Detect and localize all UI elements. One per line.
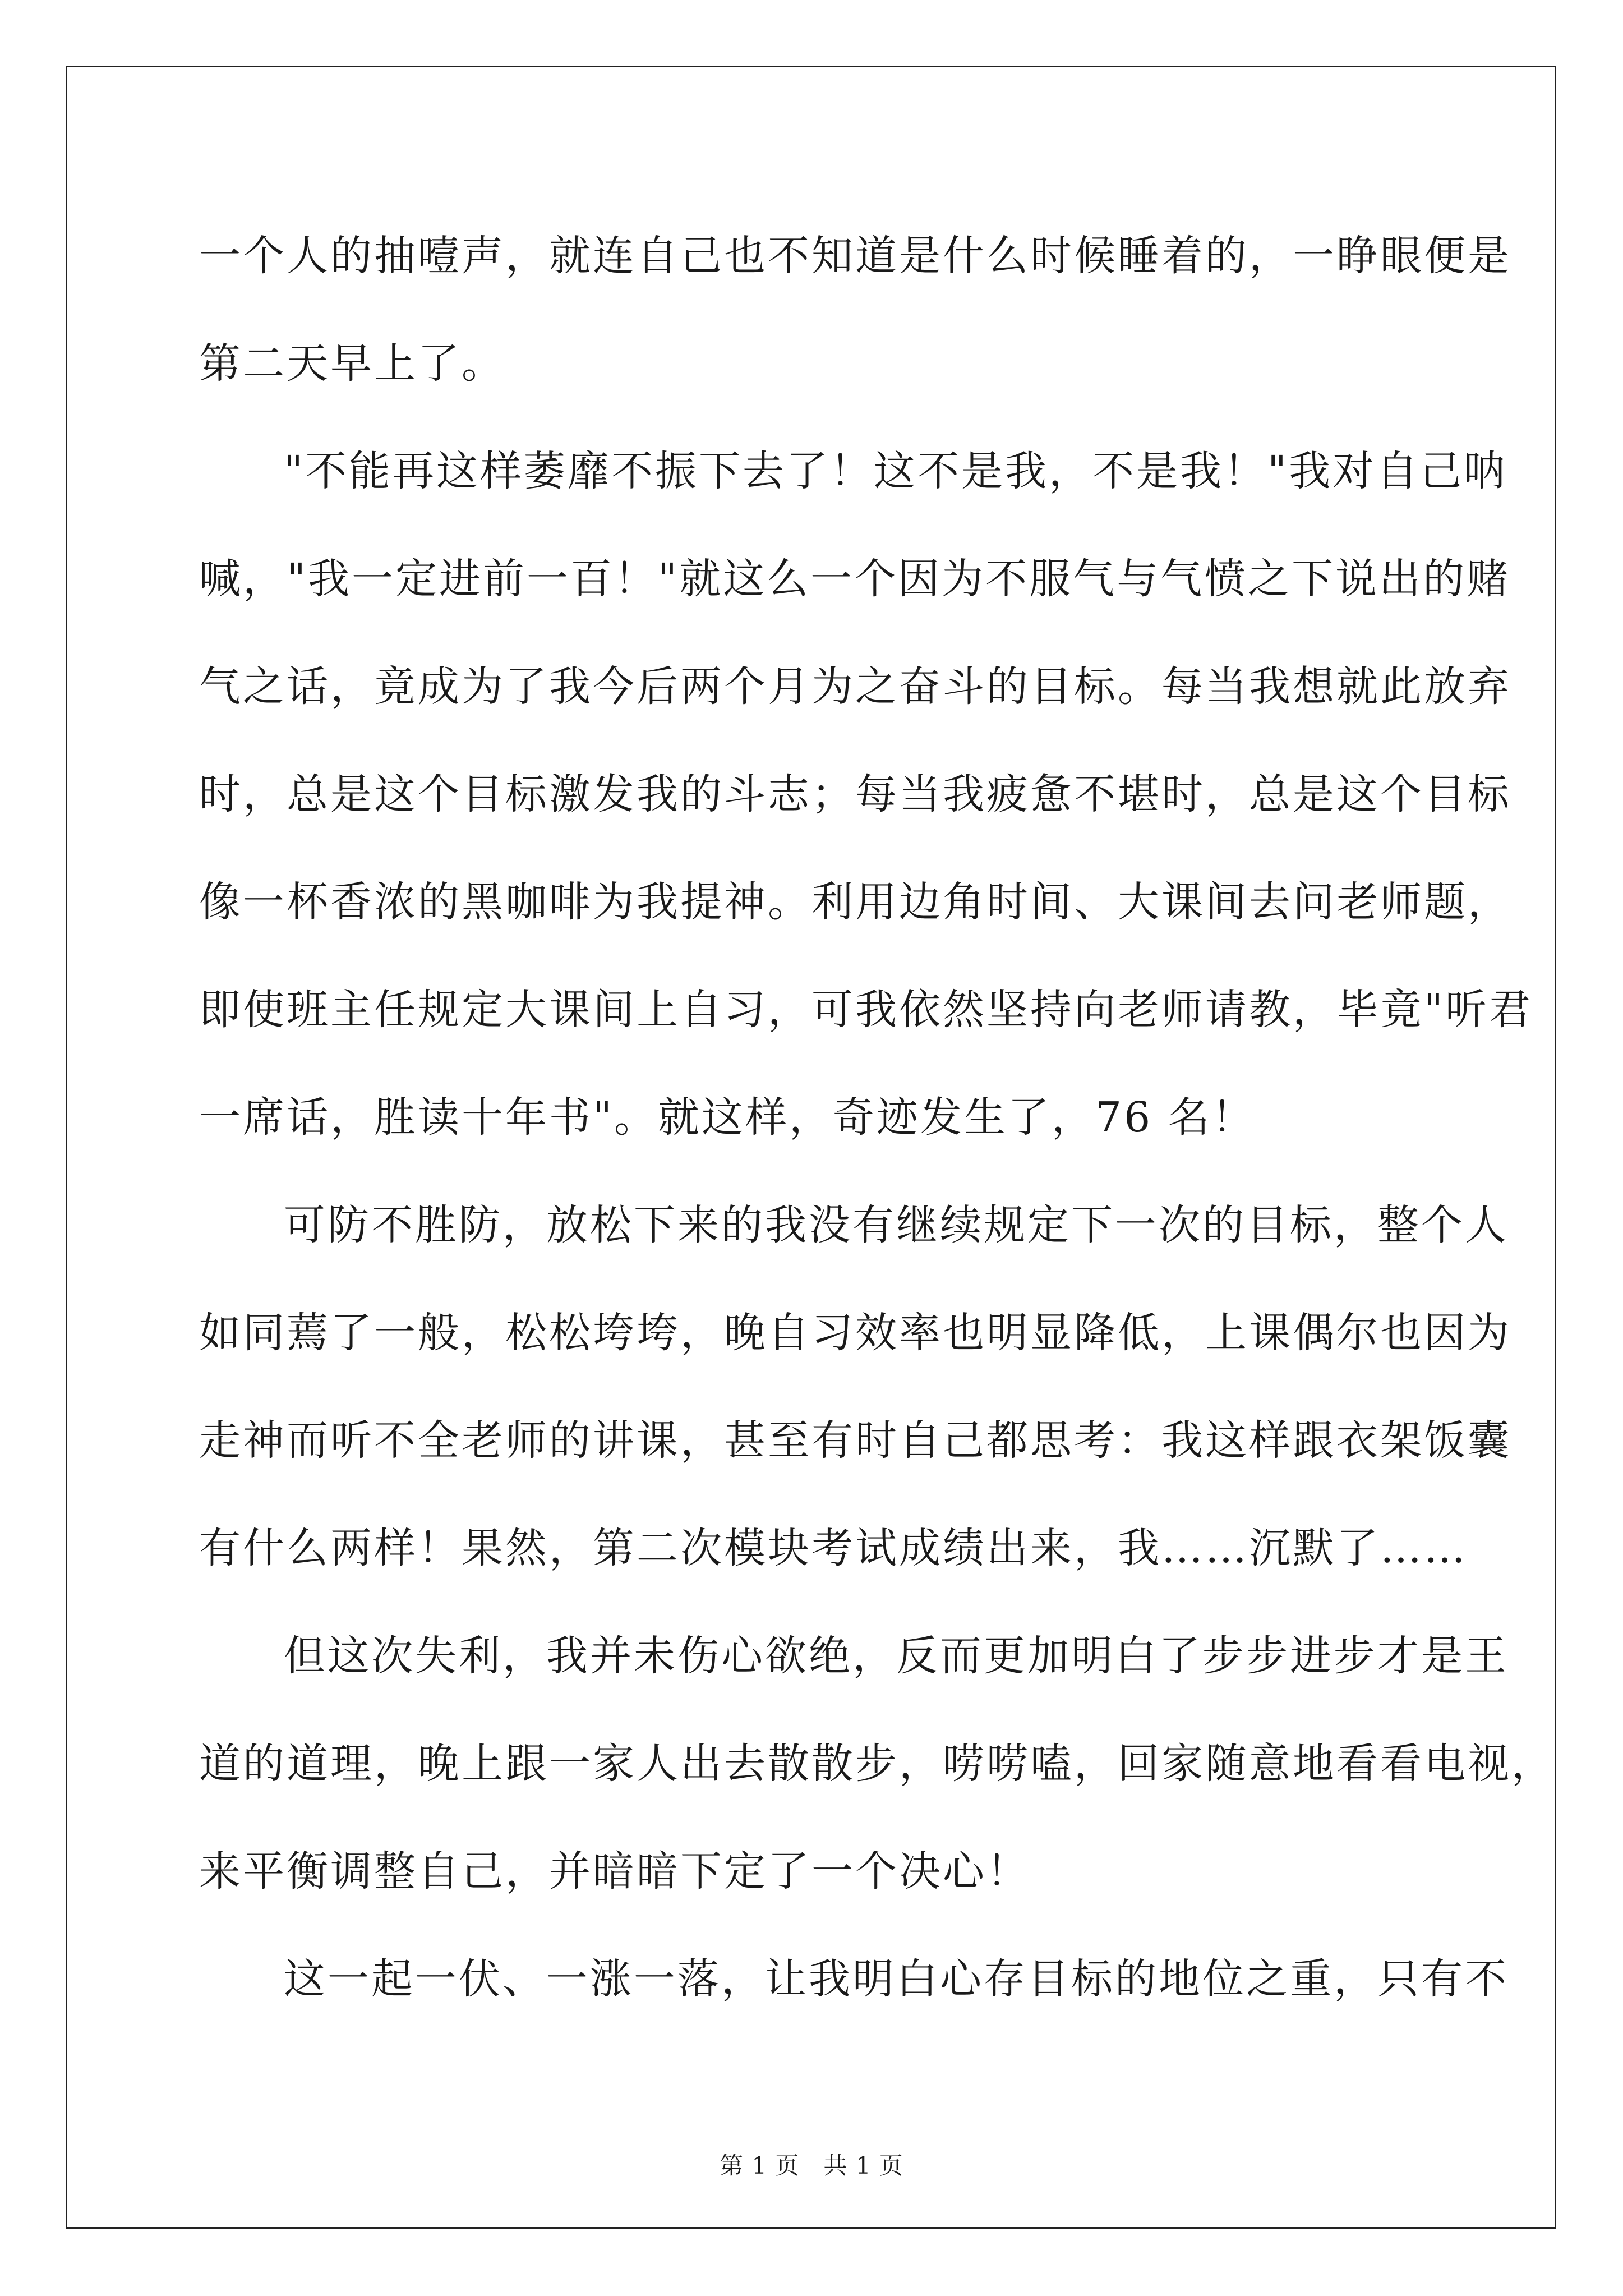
- text-line: "不能再这样萎靡不振下去了！这不是我，不是我！"我对自己呐: [284, 447, 1508, 495]
- text-line: 喊，"我一定进前一百！"就这么一个因为不服气与气愤之下说出的赌: [199, 555, 1511, 603]
- document-body: [199, 214, 1555, 2045]
- text-line: 道的道理，晚上跟一家人出去散散步，唠唠嗑，回家随意地看看电视，: [199, 1740, 1555, 1788]
- page-number-label: 第 1 页 共 1 页: [720, 2152, 903, 2179]
- text-line: 气之话，竟成为了我今后两个月为之奋斗的目标。每当我想就此放弃: [199, 662, 1511, 711]
- text-line: 可防不胜防，放松下来的我没有继续规定下一次的目标，整个人: [284, 1201, 1509, 1249]
- text-line: 来平衡调整自己，并暗暗下定了一个决心！: [199, 1847, 1030, 1895]
- text-line: 一个人的抽噎声，就连自己也不知道是什么时候睡着的，一睁眼便是: [199, 232, 1511, 280]
- text-line: 即使班主任规定大课间上自习，可我依然坚持向老师请教，毕竟"听君: [199, 986, 1533, 1034]
- page-footer: [0, 2147, 1623, 2181]
- text-line: 时，总是这个目标激发我的斗志；每当我疲惫不堪时，总是这个目标: [199, 770, 1511, 818]
- text-line: 如同蔫了一般，松松垮垮，晚自习效率也明显降低，上课偶尔也因为: [199, 1309, 1511, 1357]
- text-line: 但这次失利，我并未伤心欲绝，反而更加明白了步步进步才是王: [284, 1632, 1509, 1680]
- text-line: 走神而听不全老师的讲课，甚至有时自己都思考：我这样跟衣架饭囊: [199, 1416, 1511, 1465]
- text-line: 像一杯香浓的黑咖啡为我提神。利用边角时间、大课间去问老师题，: [199, 878, 1511, 926]
- text-line: 一席话，胜读十年书"。就这样，奇迹发生了，76 名！: [199, 1093, 1256, 1142]
- text-line: 第二天早上了。: [199, 339, 505, 388]
- text-line: 这一起一伏、一涨一落，让我明白心存目标的地位之重，只有不: [284, 1955, 1509, 2003]
- text-line: 有什么两样！果然，第二次模块考试成绩出来，我……沉默了……: [199, 1524, 1468, 1572]
